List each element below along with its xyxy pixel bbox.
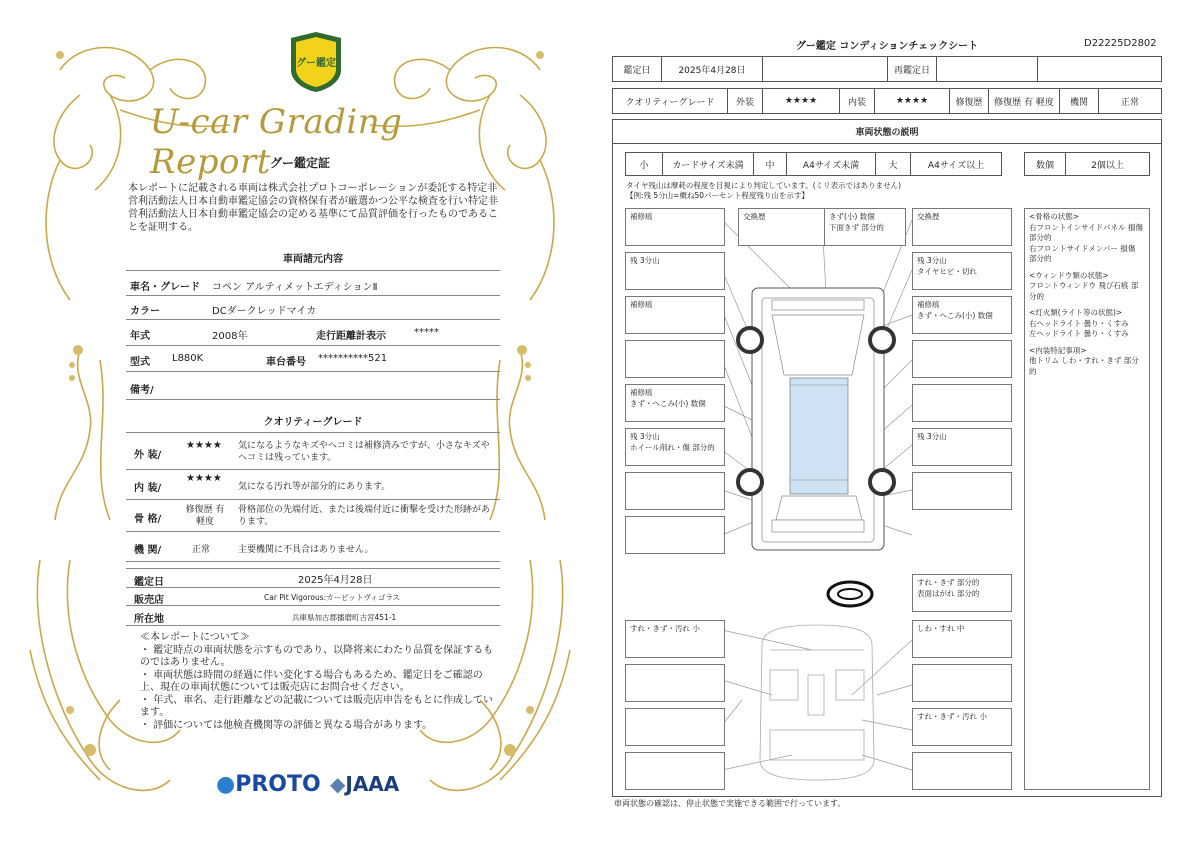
divider — [126, 432, 500, 433]
size-small-desc: カードサイズ未満 — [662, 152, 754, 176]
jaaa-mark-icon: ◆ — [330, 772, 346, 796]
date-label: 鑑定日 — [134, 577, 164, 588]
ext-stars: ★★★★ — [762, 88, 840, 114]
interior-box-left — [625, 664, 725, 702]
engine-value: 正常 — [1098, 88, 1162, 114]
side-note: <骨格の状態> — [1029, 212, 1080, 221]
mileage-label: 走行距離計表示 — [316, 331, 386, 342]
int-label: 内装 — [839, 88, 875, 114]
grade-row-frame — [126, 500, 500, 532]
damage-box-left — [625, 340, 725, 378]
row-address — [126, 606, 500, 626]
type-label: 型式 — [130, 357, 150, 368]
proto-logo: ●PROTO — [216, 772, 321, 797]
int-stars: ★★★★ — [874, 88, 950, 114]
size-large-desc: A4サイズ以上 — [910, 152, 1002, 176]
sheet-title: グー鑑定 コンディションチェックシート — [795, 41, 979, 52]
repair-value: 修復歴 有 軽度 — [988, 88, 1060, 114]
interior-box-right: すれ・きず・汚れ 小 — [912, 708, 1012, 746]
size-small: 小 — [625, 152, 663, 176]
quality-heading: クオリティーグレード — [263, 417, 363, 428]
address-label: 所在地 — [134, 614, 164, 625]
side-note: フロントウィンドウ 飛び石痕 部分的 — [1029, 281, 1139, 301]
damage-box-right: 交換歴 — [912, 208, 1012, 246]
damage-box-right — [912, 340, 1012, 378]
spec-row-model — [126, 272, 500, 296]
size-large: 大 — [875, 152, 911, 176]
side-note: <内装特記事項> — [1029, 345, 1087, 355]
interior-box-right — [912, 752, 1012, 790]
year-label: 年式 — [130, 331, 150, 342]
row-dealer — [126, 588, 500, 606]
goo-badge — [287, 30, 345, 94]
side-note: <ウィンドウ類の状態> — [1029, 270, 1109, 280]
side-note: <灯火類(ライト等の状態)> — [1029, 308, 1123, 317]
damage-box-right — [912, 472, 1012, 510]
dealer-label: 販売店 — [134, 595, 164, 606]
side-note: 左ヘッドライト 曇り・くすみ — [1029, 329, 1129, 338]
damage-box-left: 残 3分山 — [625, 252, 725, 290]
exterior-stars: ★★★★ — [186, 440, 222, 451]
color-label: カラー — [130, 306, 160, 317]
interior-box-right — [912, 664, 1012, 702]
quality-label: クオリティーグレード — [612, 88, 728, 114]
engine-label: 機関 — [1059, 88, 1099, 114]
proto-mark-icon: ● — [216, 772, 236, 797]
size-mid-desc: A4サイズ未満 — [786, 152, 876, 176]
size-mid: 中 — [753, 152, 787, 176]
chassis-label: 車台番号 — [266, 357, 306, 368]
mileage-value: ***** — [414, 327, 439, 338]
damage-box-right: 残 3分山 タイヤヒビ・切れ — [912, 252, 1012, 290]
redate-blank — [1037, 56, 1162, 82]
chassis-value: **********521 — [318, 353, 388, 364]
interior-box-left — [625, 752, 725, 790]
steering-box: すれ・きず 部分的 表面はがれ 部分的 — [912, 574, 1012, 612]
type-value: L880K — [172, 353, 204, 364]
frame-desc: 骨格部位の先端付近、または後端付近に衝撃を受けた形跡があります。 — [238, 505, 491, 527]
side-notes — [1024, 208, 1150, 790]
dealer-value: Car Pit Vigorous:カーピットヴィゴラス — [264, 593, 401, 602]
side-note: 他トリム しわ・すれ・きず 部分的 — [1029, 356, 1139, 376]
exterior-desc: 気になるようなキズやヘコミは補修済みですが、小さなキズやヘコミは残っています。 — [238, 441, 490, 463]
interior-box-left — [625, 708, 725, 746]
interior-label: 内 装/ — [134, 483, 162, 494]
row-date — [126, 568, 500, 588]
specs-heading: 車両諸元内容 — [283, 254, 343, 265]
spec-row-type — [126, 346, 500, 372]
engine-value: 正常 — [192, 545, 211, 555]
engine-label: 機 関/ — [134, 545, 162, 556]
note-item: ・ 鑑定時点の車両状態を示すものであり、以降将来にわたり品質を保証するものではありません。 — [140, 644, 494, 668]
jaaa-logo: ◆JAAA — [330, 772, 400, 796]
state-heading: 車両状態の説明 — [612, 119, 1162, 144]
damage-box-right — [912, 384, 1012, 422]
date-value: 2025年4月28日 — [298, 575, 373, 586]
remarks-label: 備考/ — [130, 385, 154, 396]
intro-text: 本レポートに記載される車両は株式会社プロトコーポレーションが委託する特定非営利活動法人日本自動車鑑定協会の資格保有者が厳選かつ公平な検査を行い特定非営利活動法人日本自動車鑑定協会の定める基準にて品質評価を行ったものであることを証明する。 — [128, 183, 498, 233]
interior-box-left: すれ・きず・汚れ 小 — [625, 620, 725, 658]
damage-box-left — [625, 516, 725, 554]
damage-box-left: 補修痕 — [625, 296, 725, 334]
grade-row-interior — [126, 470, 500, 500]
redate-value — [936, 56, 1038, 82]
note-item: ・ 評価については他検査機関等の評価と異なる場合があります。 — [140, 719, 433, 731]
ext-label: 外装 — [727, 88, 763, 114]
date-label: 鑑定日 — [612, 56, 662, 82]
grade-row-exterior — [126, 434, 500, 470]
tire-note-2: 【例:残 5分山=概ね50パーセント程度残り山を示す】 — [626, 191, 809, 200]
interior-desc: 気になる汚れ等が部分的にあります。 — [238, 482, 391, 492]
notes-heading: ≪本レポートについて≫ — [140, 632, 250, 643]
divider — [126, 270, 500, 271]
grade-row-engine — [126, 532, 500, 562]
interior-box-right: しわ・すれ 中 — [912, 620, 1012, 658]
damage-box-left: 補修痕 — [625, 208, 725, 246]
script-title: U-car Grading Report — [150, 102, 403, 182]
spec-row-color — [126, 296, 500, 320]
damage-box-right: 補修痕 きず・へこみ(小) 数個 — [912, 296, 1012, 334]
damage-box-left: 補修痕 きず・へこみ(小) 数個 — [625, 384, 725, 422]
steering-wheel-icon — [828, 582, 872, 606]
repair-label: 修復歴 — [949, 88, 989, 114]
spec-row-remarks — [126, 372, 500, 400]
year-value: 2008年 — [212, 331, 248, 342]
date-blank — [762, 56, 888, 82]
damage-box-top: 交換歴 — [738, 208, 838, 246]
sheet-code: D22225D2802 — [1084, 38, 1157, 49]
frame-value: 修復歴 有 軽度 — [185, 505, 225, 527]
damage-box-top: きず(小) 数個 下面きず 部分的 — [824, 208, 906, 246]
count-label: 数個 — [1024, 152, 1066, 176]
side-note: 右フロントインサイドパネル 損傷 部分的 — [1029, 222, 1143, 242]
date-value: 2025年4月28日 — [661, 56, 763, 82]
interior-outline — [760, 625, 874, 780]
redate-label: 再鑑定日 — [887, 56, 937, 82]
color-value: DCダークレッドマイカ — [212, 306, 317, 317]
side-note: 右ヘッドライト 曇り・くすみ — [1029, 318, 1129, 328]
count-desc: 2個以上 — [1065, 152, 1150, 176]
badge-text: グー鑑定 — [296, 58, 336, 69]
cert-title: グー鑑定証 — [269, 156, 330, 170]
exterior-label: 外 装/ — [134, 450, 162, 461]
sheet-footer: 車両状態の確認は、停止状態で実施できる範囲で行っています。 — [614, 799, 846, 808]
notes — [140, 632, 500, 732]
damage-box-right: 残 3分山 — [912, 428, 1012, 466]
interior-stars: ★★★★ — [186, 473, 222, 484]
spec-row-year — [126, 320, 500, 346]
tire-note-1: タイヤ残山は摩耗の程度を目視により判定しています。(ミリ表示ではありません) — [626, 181, 902, 190]
damage-box-left: 残 3分山 ホイール削れ・傷 部分的 — [625, 428, 725, 466]
frame-label: 骨 格/ — [134, 514, 162, 525]
address-value: 兵庫県加古郡播磨町古宮451-1 — [292, 613, 397, 622]
damage-box-left — [625, 472, 725, 510]
note-item: ・ 年式、車名、走行距離などの記載については販売店申告をもとに作成しています。 — [140, 694, 493, 718]
note-item: ・ 車両状態は時間の経過に伴い変化する場合もあるため、鑑定日をご確認の上、現在の車両状態については販売店にお問合せください。 — [140, 669, 483, 693]
side-note: 右フロントサイドメンバー 損傷 部分的 — [1029, 243, 1136, 263]
model-label: 車名・グレード — [130, 282, 200, 293]
model-value: コペン アルティメットエディションⅡ — [212, 282, 378, 293]
engine-desc: 主要機関に不具合はありません。 — [238, 545, 374, 555]
